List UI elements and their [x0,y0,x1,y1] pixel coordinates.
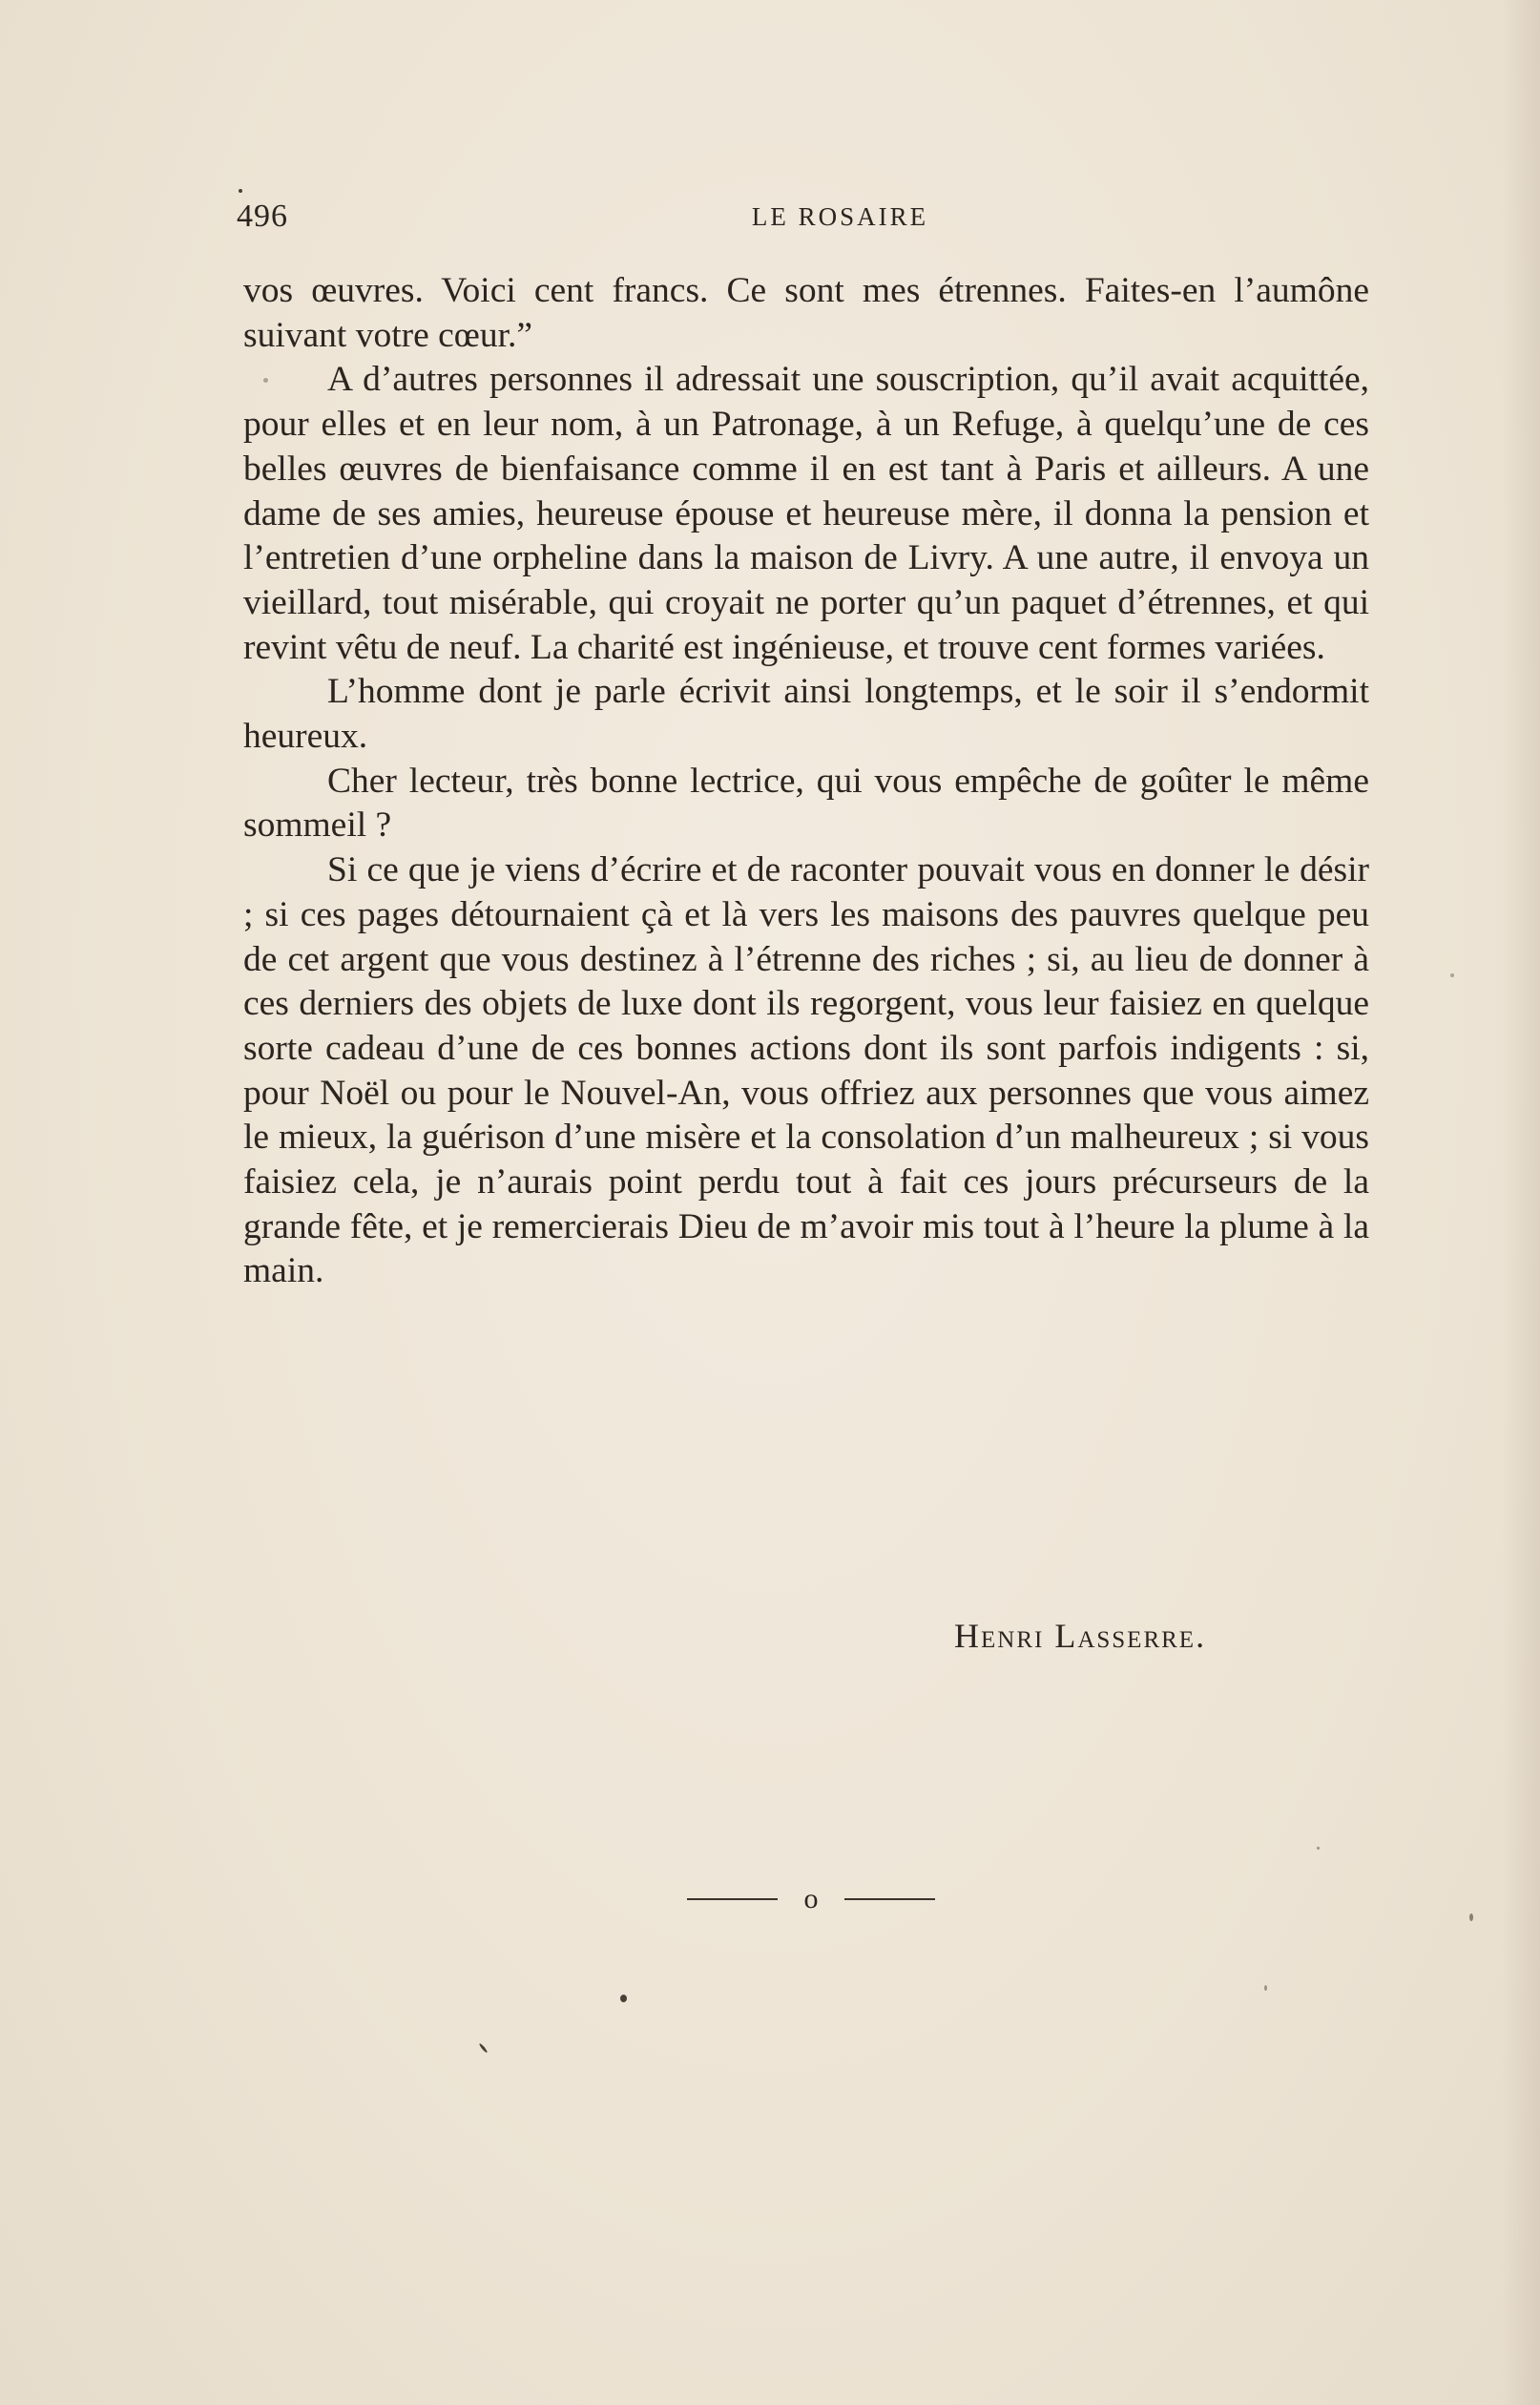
author-signature: Henri Lasserre. [954,1617,1207,1655]
paragraph: Si ce que je viens d’écrire et de raconter pouvait vous en donner le désir ; si ces pages détournaient çà et là vers les maisons des pauvres quelque peu de cet argent que vous destinez à l’étrenne des riches ; si, au lieu de donner à ces derniers des objets de luxe dont ils regorgent, vous leur faisiez en quelque sorte cadeau d’une de ces bonnes actions dont ils sont parfois indigents : si, pour Noël ou pour le Nouvel-An, vous offriez aux personnes que vous aimez le mieux, la guérison d’une misère et la consolation d’un malheureux ; si vous faisiez cela, je n’aurais point perdu tout à fait ces jours précurseurs de la grande fête, et je remercierais Dieu de m’avoir mis tout à l’heure la plume à la main. [243,850,1369,1291]
paragraph: Cher lecteur, très bonne lectrice, qui vous empêche de goûter le même sommeil ? [243,761,1369,846]
paper-speck [1264,1985,1267,1991]
page-edge-shadow [1502,0,1540,2405]
paper-speck [239,189,242,193]
paper-speck [1469,1914,1473,1921]
paragraph: L’homme dont je parle écrivit ainsi longtemps, et le soir il s’endormit heureux. [243,672,1369,757]
paragraph-continuation: vos œuvres. Voici cent francs. Ce sont mes étrennes. Faites-en l’aumône suivant votre cœur.” [243,271,1369,355]
body-text [243,269,1369,1294]
paper-speck [620,1995,627,2002]
journal-title: LE ROSAIRE [751,202,929,231]
ornament-rule-right [844,1898,935,1900]
page-number: 496 [237,199,288,234]
paper-speck [478,2042,488,2053]
paper-speck [1317,1847,1320,1850]
paper-speck [263,378,268,383]
running-head [237,199,1367,240]
section-ornament [687,1880,935,1918]
ornament-center: o [803,1883,819,1914]
paper-speck [1450,973,1454,977]
paragraph: A d’autres personnes il adressait une souscription, qu’il avait acquittée, pour elles et en leur nom, à un Patronage, à un Refuge, à quelqu’une de ces belles œuvres de bienfaisance comme il en est tant à Paris et ailleurs. A une dame de ses amies, heureuse épouse et heureuse mère, il donna la pension et l’entretien d’une orpheline dans la maison de Livry. A une autre, il envoya un vieillard, tout misérable, qui croyait ne porter qu’un paquet d’étrennes, et qui revint vêtu de neuf. La charité est ingénieuse, et trouve cent formes variées. [243,360,1369,667]
